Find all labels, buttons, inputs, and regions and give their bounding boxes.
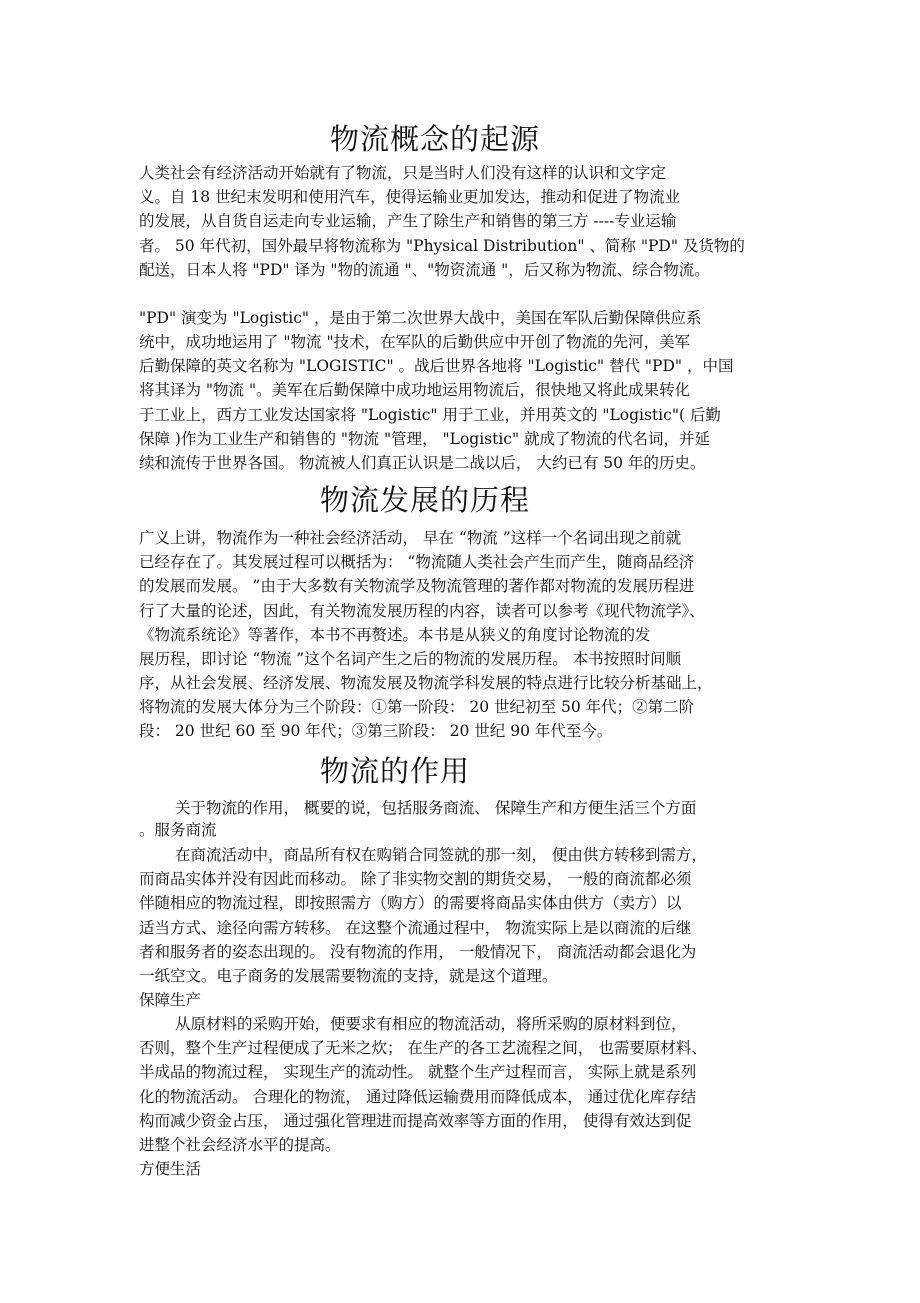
- paragraph-line: 化的物流活动。 合理化的物流， 通过降低运输费用而降低成本， 通过优化库存结: [139, 1088, 697, 1106]
- paragraph-line: 的发展而发展。 ”由于大多数有关物流学及物流管理的著作都对物流的发展历程进: [139, 577, 695, 595]
- paragraph-line: 从原材料的采购开始，便要求有相应的物流活动，将所采购的原材料到位，: [175, 1015, 687, 1033]
- section-title-origin: 物流概念的起源: [330, 122, 541, 156]
- paragraph-line: "PD" 演变为 "Logistic" ，是由于第二次世界大战中，美国在军队后勤保障供应系: [139, 309, 702, 327]
- subheading-production: 保障生产: [139, 991, 202, 1009]
- paragraph-line: 配送，日本人将 "PD" 译为 "物的流通 "、"物资流通 "，后又称为物流、综合物流。: [139, 261, 710, 279]
- paragraph-line: 者和服务者的姿态出现的。 没有物流的作用， 一般情况下， 商流活动都会退化为: [139, 943, 697, 961]
- subheading-service: 。服务商流: [139, 821, 217, 839]
- paragraph-line: 者。 50 年代初，国外最早将物流称为 "Physical Distribution" 、简称 "PD" 及货物的: [139, 237, 745, 255]
- section-title-role: 物流的作用: [320, 754, 471, 788]
- paragraph-line: 的发展，从自货自运走向专业运输，产生了除生产和销售的第三方 ----专业运输: [139, 212, 677, 230]
- paragraph-line: 将物流的发展大体分为三个阶段：①第一阶段： 20 世纪初至 50 年代；②第二阶: [139, 698, 695, 716]
- paragraph-line: 于工业上，西方工业发达国家将 "Logistic" 用于工业，并用英文的 "Logistic"( 后勤: [139, 406, 721, 424]
- paragraph-line: 统中，成功地运用了 "物流 "技术，在军队的后勤供应中开创了物流的先河，美军: [139, 333, 691, 351]
- section-title-history: 物流发展的历程: [320, 483, 531, 517]
- paragraph-line: 已经存在了。其发展过程可以概括为： “物流随人类社会产生而产生，随商品经济: [139, 553, 695, 571]
- paragraph-line: 展历程，即讨论 “物流 ”这个名词产生之后的物流的发展历程。 本书按照时间顺: [139, 650, 682, 668]
- paragraph-line: 关于物流的作用， 概要的说，包括服务商流、 保障生产和方便生活三个方面: [175, 799, 697, 817]
- paragraph-line: 否则，整个生产过程便成了无米之炊； 在生产的各工艺流程之间， 也需要原材料、: [139, 1039, 707, 1057]
- paragraph-line: 在商流活动中，商品所有权在购销合同签就的那一刻， 便由供方转移到需方，: [175, 846, 707, 864]
- paragraph-line: 《物流系统论》等著作，本书不再赘述。本书是从狭义的角度讨论物流的发: [139, 626, 651, 644]
- paragraph-line: 行了大量的论述，因此，有关物流发展历程的内容，读者可以参考《现代物流学》、: [139, 602, 705, 620]
- paragraph-line: 构而减少资金占压， 通过强化管理进而提高效率等方面的作用， 使得有效达到促: [139, 1112, 692, 1130]
- paragraph-line: 义。自 18 世纪末发明和使用汽车，使得运输业更加发达，推动和促进了物流业: [139, 188, 681, 206]
- paragraph-line: 序，从社会发展、经济发展、物流发展及物流学科发展的特点进行比较分析基础上，: [139, 674, 713, 692]
- paragraph-line: 段： 20 世纪 60 至 90 年代；③第三阶段： 20 世纪 90 年代至今。: [139, 722, 613, 740]
- paragraph-line: 进整个社会经济水平的提高。: [139, 1136, 341, 1154]
- paragraph-line: 后勤保障的英文名称为 "LOGISTIC" 。战后世界各地将 "Logistic" 替代 "PD" ，中国: [139, 357, 734, 375]
- paragraph-line: 保障 )作为工业生产和销售的 "物流 "管理， "Logistic" 就成了物流的代名词，并延: [139, 430, 711, 448]
- paragraph-line: 将其译为 "物流 "。美军在后勤保障中成功地运用物流后，很快地又将此成果转化: [139, 381, 691, 399]
- paragraph-line: 半成品的物流过程， 实现生产的流动性。 就整个生产过程而言， 实际上就是系列: [139, 1063, 697, 1081]
- paragraph-line: 伴随相应的物流过程，即按照需方（购方）的需要将商品实体由供方（卖方）以: [139, 894, 682, 912]
- subheading-life: 方便生活: [139, 1160, 202, 1178]
- paragraph-line: 人类社会有经济活动开始就有了物流，只是当时人们没有这样的认识和文字定: [139, 164, 667, 182]
- paragraph-line: 广义上讲，物流作为一种社会经济活动， 早在 “物流 ”这样一个名词出现之前就: [139, 529, 682, 547]
- paragraph-line: 而商品实体并没有因此而移动。 除了非实物交割的期货交易， 一般的商流都必须: [139, 870, 692, 888]
- paragraph-line: 一纸空文。电子商务的发展需要物流的支持，就是这个道理。: [139, 967, 558, 985]
- paragraph-line: 续和流传于世界各国。 物流被人们真正认识是二战以后， 大约已有 50 年的历史。: [139, 454, 706, 472]
- paragraph-line: 适当方式、途径向需方转移。 在这整个流通过程中， 物流实际上是以商流的后继: [139, 919, 692, 937]
